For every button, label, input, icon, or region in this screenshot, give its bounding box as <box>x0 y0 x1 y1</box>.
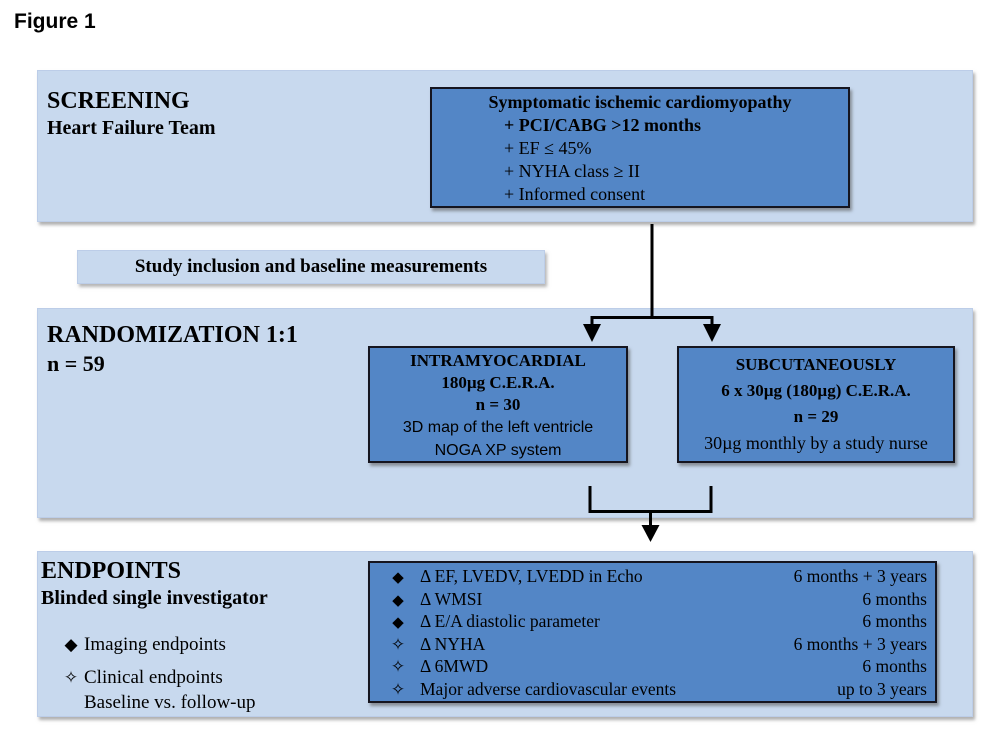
subcutaneous-arm-box <box>677 346 955 463</box>
endpoint-label: Δ NYHA <box>420 633 486 654</box>
endpoint-row <box>370 679 935 702</box>
arm-line: SUBCUTANEOUSLY <box>735 355 897 374</box>
filled-diamond-icon: ◆ <box>392 615 404 632</box>
open-diamond-icon: ✧ <box>63 668 79 687</box>
endpoint-row <box>370 611 935 634</box>
endpoint-row <box>370 589 935 612</box>
legend-imaging <box>58 634 226 656</box>
endpoint-row <box>370 566 935 589</box>
criteria-item: + EF ≤ 45% <box>504 138 592 158</box>
arm-line: n = 29 <box>793 407 839 426</box>
criteria-heading: Symptomatic ischemic cardiomyopathy <box>488 92 792 112</box>
endpoint-label: Δ E/A diastolic parameter <box>420 611 600 632</box>
open-diamond-icon: ✧ <box>390 657 406 677</box>
criteria-item: + PCI/CABG >12 months <box>504 115 702 135</box>
endpoint-timing: 6 months + 3 years <box>793 566 927 586</box>
endpoint-timing: up to 3 years <box>837 678 927 699</box>
criteria-item: + NYHA class ≥ II <box>504 161 641 181</box>
inclusion-banner: Study inclusion and baseline measurements <box>77 250 545 284</box>
arm-line: INTRAMYOCARDIAL <box>410 351 586 370</box>
arm-line: 30µg monthly by a study nurse <box>704 433 928 453</box>
arm-line: 3D map of the left ventricle <box>402 419 594 436</box>
endpoints-box <box>368 561 937 703</box>
intramyocardial-arm-box <box>368 346 628 463</box>
endpoint-row <box>370 634 935 657</box>
screening-title: SCREENING <box>47 88 190 114</box>
arm-line: n = 30 <box>475 395 521 414</box>
endpoints-subtitle: Blinded single investigator <box>41 587 268 609</box>
endpoint-row <box>370 656 935 679</box>
endpoint-timing: 6 months <box>862 588 927 609</box>
filled-diamond-icon: ◆ <box>392 570 404 586</box>
filled-diamond-icon: ◆ <box>64 635 78 654</box>
randomization-n: n = 59 <box>47 351 105 376</box>
endpoint-label: Major adverse cardiovascular events <box>420 678 677 699</box>
legend-note: Baseline vs. follow-up <box>84 692 256 713</box>
endpoint-label: Δ WMSI <box>420 588 483 609</box>
screening-criteria-box <box>430 87 850 208</box>
arm-line: 6 x 30µg (180µg) C.E.R.A. <box>721 381 911 400</box>
endpoint-label: Δ 6MWD <box>420 656 489 677</box>
legend-clinical <box>58 667 223 689</box>
arm-line: 180µg C.E.R.A. <box>441 373 555 392</box>
screening-subtitle: Heart Failure Team <box>47 117 216 139</box>
endpoint-timing: 6 months <box>862 611 927 632</box>
filled-diamond-icon: ◆ <box>392 592 404 609</box>
randomization-title: RANDOMIZATION 1:1 <box>47 322 298 348</box>
open-diamond-icon: ✧ <box>390 634 406 654</box>
legend-clinical-label: Clinical endpoints <box>84 667 223 688</box>
figure-title: Figure 1 <box>14 10 96 33</box>
endpoints-title: ENDPOINTS <box>41 558 182 584</box>
legend-imaging-label: Imaging endpoints <box>84 634 226 655</box>
endpoint-timing: 6 months <box>862 656 927 677</box>
endpoint-label: Δ EF, LVEDV, LVEDD in Echo <box>420 566 643 586</box>
endpoint-timing: 6 months + 3 years <box>793 633 927 654</box>
open-diamond-icon: ✧ <box>390 679 406 699</box>
arm-line: NOGA XP system <box>434 442 562 459</box>
criteria-item: + Informed consent <box>504 184 646 204</box>
